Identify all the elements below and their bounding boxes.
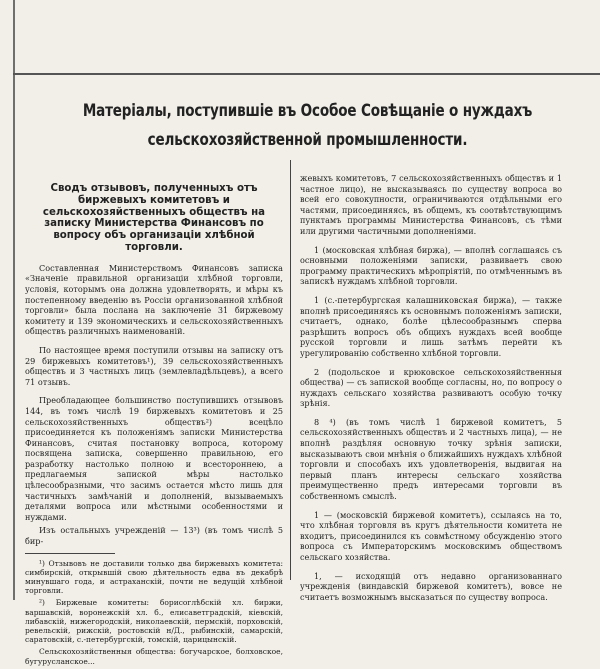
section-heading: Сводъ отзывовъ, полученныхъ отъ биржевыхъ комитетовъ и сельскохозяйственныхъ обществъ на записку Министерства Финансовъ по вопросу объ организаціи хлѣбной торговли. — [42, 183, 266, 253]
page-title: Матеріалы, поступившіе въ Особое Совѣщаніе о нуждахъ сельскохозяйственной промышленности. — [82, 101, 533, 149]
left-margin-rule — [13, 0, 15, 600]
column-divider — [290, 160, 291, 580]
footnote-separator — [25, 553, 115, 554]
paragraph: 1, — исходящій отъ недавно организованнаго учрежденія (виндавскій биржевой комитетъ), вовсе не считаетъ возможнымъ высказаться по существу вопроса. — [300, 570, 562, 602]
paragraph: Изъ остальныхъ учрежденій — 13³) (въ томъ числѣ 5 бир- — [25, 525, 283, 547]
paragraph: 2 (подольское и крюковское сельскохозяйственныя общества) — съ запиской вообще согласны, но, по вопросу о нуждахъ сельскаго хозяйства развиваютъ особую точку зрѣнія. — [300, 366, 562, 409]
paragraph: 8 ⁴) (въ томъ числѣ 1 биржевой комитетъ, 5 сельскохозяйственныхъ обществъ и 2 частныхъ лица), — не вполнѣ раздѣляя основную точку зрѣнія записки, высказываютъ свои мнѣнія о ближайшихъ нуждахъ хлѣбной торговли и способахъ ихъ удовлетворенія, выдвигая на первый планъ интересы сельскаго хозяйства преимущественно предъ интересами торговли въ собственномъ смыслѣ. — [300, 416, 562, 502]
paragraph: По настоящее время поступили отзывы на записку отъ 29 биржевыхъ комитетовъ¹), 39 сельскохозяйственныхъ обществъ и 3 частныхъ лицъ (землевладѣльцевъ), а всего 71 отзывъ. — [25, 344, 283, 387]
paragraph: Составленная Министерствомъ Финансовъ записка «Значеніе правильной организаціи хлѣбной торговли, условія, которымъ она должна удовлетворять, и мѣры къ постепенному введенію въ Россіи организованной хлѣбной торговли» была послана на заключеніе 31 биржевому комитету и 139 экономическихъ и сельскохозяйственныхъ обществъ различныхъ наименованій. — [25, 262, 283, 337]
footnote: ¹) Отзывовъ не доставили только два биржевыхъ комитета: симбирскій, открывшій свою дѣятельность едва въ декабрѣ минувшаго года, и астраханскій, почти не ведущій хлѣбной торговли. — [25, 558, 283, 596]
footnote: ²) Биржевые комитеты: борисоглѣбскій хл. биржи, варшавскій, воронежскій хл. б., елисаветградскій, кіевскій, либавскій, нижегородскій, николаевскій, пермскій, порховскій, ревельскій, рижскій, ростовскій н/Д., рыбинскій, самарскій, саратовскій, с.-петербургскій, томскій, царицынскій. — [25, 598, 283, 645]
paragraph: Преобладающее большинство поступившихъ отзывовъ 144, въ томъ числѣ 19 биржевыхъ комитетовъ и 25 сельскохозяйственныхъ обществъ²) всецѣло присоединяется къ положеніямъ записки Министерства Финансовъ, считая постановку вопроса, которому посвящена записка, совершенно правильною, его разработку настолько полною и всестороннею, а предлагаемыя запиской мѣры настолько цѣлесообразными, что засимъ остается мѣсто лишь для частичныхъ замѣчаній и дополненій, вызываемыхъ деталями вопроса или мѣстными особенностями и нуждами. — [25, 395, 283, 522]
top-rule — [13, 73, 600, 75]
left-column — [25, 183, 283, 669]
footnote: Сельскохозяйственныя общества: богучарское, болховское, бугурусланское... — [25, 647, 283, 666]
paragraph: жевыхъ комитетовъ, 7 сельскохозяйственныхъ обществъ и 1 частное лицо), не высказываясь по существу вопроса во всей его совокупности, ограничиваются отдѣльными его частями, присоединяясь, въ общемъ, къ соотвѣтствующимъ пунктамъ программы Министерства Финансовъ, съ тѣми или другими частичными дополненіями. — [300, 173, 562, 236]
paragraph: 1 (с.-петербургская калашниковская биржа), — также вполнѣ присоединяясь къ основнымъ положеніямъ записки, считаетъ, однако, болѣе цѣлесообразнымъ сперва разрѣшить вопросъ объ общихъ нуждахъ всей вообще русской торговли и лишь затѣмъ перейти къ урегулированію собственно хлѣбной торговли. — [300, 294, 562, 358]
right-column — [300, 173, 562, 605]
paragraph: 1 (московская хлѣбная биржа), — вполнѣ соглашаясь съ основными положеніями записки, развиваетъ свою программу практическихъ мѣропріятій, по отмѣченнымъ въ запискѣ нуждамъ хлѣбной торговли. — [300, 244, 562, 287]
paragraph: 1 — (московскій биржевой комитетъ), ссылаясь на то, что хлѣбная торговля въ кругъ дѣятельности комитета не входитъ, присоединился къ совмѣстному обсужденію этого вопроса съ Императорскимъ московскимъ обществомъ сельскаго хозяйства. — [300, 509, 562, 562]
